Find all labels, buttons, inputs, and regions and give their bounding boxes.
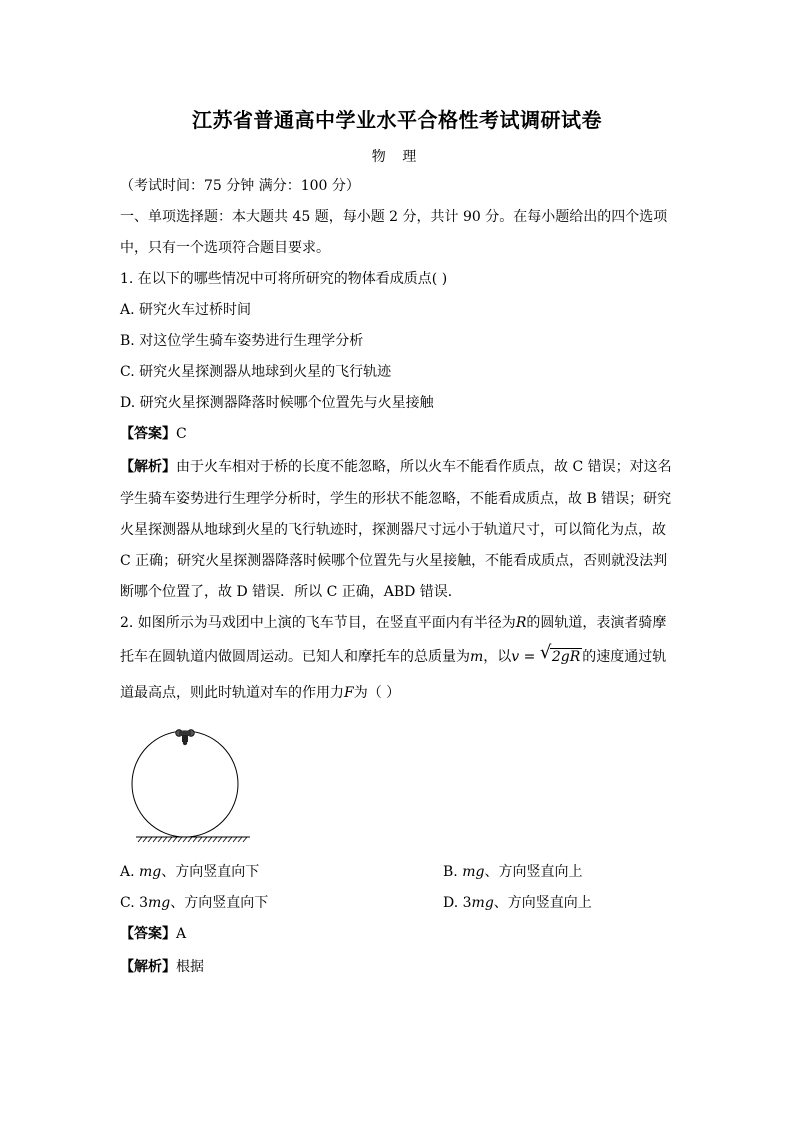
circular-track: [132, 731, 238, 837]
answer-tag: 【答案】: [120, 926, 176, 942]
symbol-mg: mg: [471, 895, 494, 911]
option-prefix: A.: [120, 864, 140, 880]
sqrt-expression: [539, 642, 582, 667]
question-1-option-d: D. 研究火星探测器降落时候哪个位置先与火星接触: [120, 395, 434, 411]
stem-text: 为（ ）: [353, 685, 401, 701]
option-prefix: C. 3: [120, 895, 149, 911]
stem-text: 道最高点，则此时轨道对车的作用力: [120, 685, 344, 701]
stem-text: 的速度通过轨: [582, 649, 667, 665]
sqrt-radicand: 2gR: [551, 649, 581, 665]
symbol-mg: mg: [148, 895, 171, 911]
equals-sign: =: [519, 649, 540, 665]
question-1-stem: 1. 在以下的哪些情况中可将所研究的物体看成质点( ): [120, 271, 448, 287]
analysis-tag: 【解析】: [120, 959, 176, 975]
analysis-text: 根据: [176, 959, 204, 975]
stem-text: 托车在圆轨道内做圆周运动。已知人和摩托车的总质量为: [120, 649, 470, 665]
section-instruction-line-2: 中，只有一个选项符合题目要求。: [120, 240, 330, 256]
option-text: 、方向竖直向上: [484, 864, 583, 880]
question-1-analysis-line-1: [120, 457, 672, 477]
answer-value: A: [176, 926, 187, 942]
question-2-option-d: [443, 893, 592, 913]
stem-text: 2. 如图所示为马戏团中上演的飞车节目，在竖直平面内有半径为: [120, 615, 516, 631]
ground-hatching: [138, 837, 247, 842]
stem-text: 的圆轨道，表演者骑摩: [526, 615, 667, 631]
answer-value: C: [176, 426, 187, 442]
section-instruction-line-1: 一、单项选择题：本大题共 45 题，每小题 2 分，共计 90 分。在每小题给出的四个选项: [120, 209, 668, 225]
question-1-option-a: A. 研究火车过桥时间: [120, 302, 252, 318]
option-text: 、方向竖直向上: [493, 895, 592, 911]
symbol-mg: mg: [462, 864, 485, 880]
analysis-tag: 【解析】: [120, 459, 176, 475]
symbol-R: R: [515, 615, 527, 631]
question-1-answer: [120, 424, 187, 444]
question-2-stem-line-3: [120, 683, 400, 703]
exam-info: （考试时间：75 分钟 满分：100 分）: [120, 178, 360, 194]
question-2-option-b: [443, 862, 582, 882]
motorcycle-rider-icon: [176, 730, 195, 746]
symbol-v: v: [511, 649, 520, 665]
answer-tag: 【答案】: [120, 426, 176, 442]
option-text: 、方向竖直向下: [170, 895, 269, 911]
symbol-F: F: [344, 685, 354, 701]
page-title: 江苏省普通高中学业水平合格性考试调研试卷: [192, 108, 602, 132]
question-2-option-c: [120, 893, 268, 913]
question-1-option-c: C. 研究火星探测器从地球到火星的飞行轨迹: [120, 364, 392, 380]
subject-label: 物 理: [371, 149, 423, 165]
question-1-analysis-line-5: 断哪个位置了，故 D 错误．所以 C 正确，ABD 错误．: [120, 584, 462, 600]
analysis-text: 由于火车相对于桥的长度不能忽略，所以火车不能看作质点，故 C 错误；对这名: [176, 459, 672, 475]
circular-track-figure: [130, 725, 255, 843]
question-2-stem-line-1: [120, 613, 666, 633]
stem-text: ，以: [483, 649, 512, 665]
symbol-mg: mg: [139, 864, 162, 880]
option-text: 、方向竖直向下: [161, 864, 260, 880]
question-1-analysis-line-2: 学生骑车姿势进行生理学分析时，学生的形状不能忽略，不能看成质点，故 B 错误；研究: [120, 491, 672, 507]
radical-sign: √: [539, 642, 552, 663]
question-2-stem-line-2: [120, 642, 667, 667]
question-1-analysis-line-4: C 正确；研究火星探测器降落时候哪个位置先与火星接触，不能看成质点，否则就没法判: [120, 553, 668, 569]
question-2-answer: [120, 924, 186, 944]
option-prefix: B.: [443, 864, 463, 880]
question-2-analysis: [120, 957, 204, 977]
symbol-m: m: [470, 649, 484, 665]
question-1-analysis-line-3: 火星探测器从地球到火星的飞行轨迹时，探测器尺寸远小于轨道尺寸，可以简化为点，故: [120, 522, 666, 538]
question-1-option-b: B. 对这位学生骑车姿势进行生理学分析: [120, 333, 364, 349]
option-prefix: D. 3: [443, 895, 472, 911]
question-2-option-a: [120, 862, 259, 882]
